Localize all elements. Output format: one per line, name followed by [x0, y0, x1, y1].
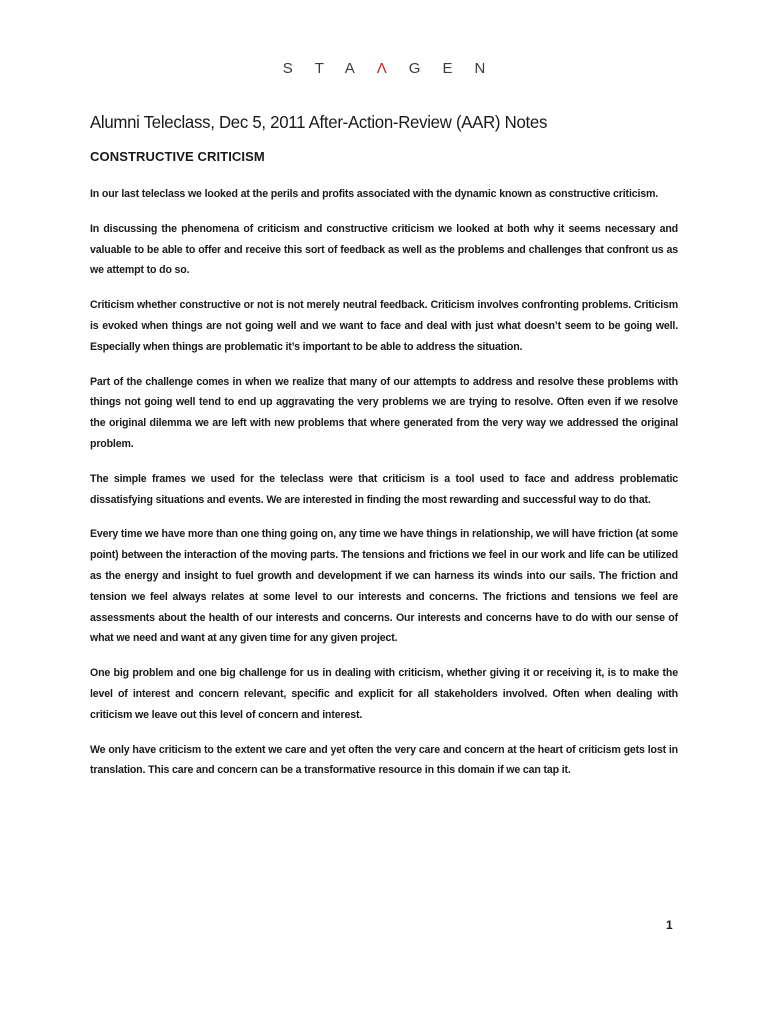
paragraph-5: The simple frames we used for the teleclass were that criticism is a tool used to face and address problematic dissatisfying situations and events. We are interested in finding the most rewarding and successful way to do that.	[90, 472, 678, 506]
paragraph-3: Criticism whether constructive or not is not merely neutral feedback. Criticism involves confronting problems. Criticism is evoked when things are not going well and we want to face and deal with just what doesn’t seem to be going well. Especially when things are problematic it’s important to be able to address the situation.	[90, 299, 678, 353]
paragraph-6: Every time we have more than one thing going on, any time we have things in relationship, we will have friction (at some point) between the interaction of the moving parts. The tensions and frictions we feel in our work and life can be utilized as the energy and insight to fuel growth and development if we can harness its winds into our sails. The friction and tension we feel always relates at some level to our interests and concerns. The frictions and tensions we feel are assessments about the health of our interests and concerns. Our interests and concerns have to do with our sense of what we need and want at any given time for any given project.	[90, 528, 678, 645]
paragraph-4: Part of the challenge comes in when we realize that many of our attempts to address and resolve these problems with things not going well tend to end up aggravating the very problems we are trying to resolve. Often even if we resolve the original dilemma we are left with new problems that where generated from the very way we addressed the original problem.	[90, 375, 678, 450]
logo-text-pre: STA	[282, 60, 377, 77]
logo-text-post: GEN	[408, 60, 508, 77]
document-title: Alumni Teleclass, Dec 5, 2011 After-Action-Review (AAR) Notes	[90, 112, 548, 132]
page-number: 1	[666, 918, 673, 932]
document-body	[90, 112, 678, 795]
stagen-logo	[0, 60, 768, 77]
paragraph-8: We only have criticism to the extent we care and yet often the very care and concern at the heart of criticism gets lost in translation. This care and concern can be a transformative resource in this domain if we can tap it.	[90, 743, 678, 777]
section-heading: CONSTRUCTIVE CRITICISM	[90, 149, 265, 164]
paragraph-7: One big problem and one big challenge for us in dealing with criticism, whether giving it or receiving it, is to make the level of interest and concern relevant, specific and explicit for all stakeholders involved. Often when dealing with criticism we leave out this level of concern and interest.	[90, 667, 678, 721]
paragraph-1: In our last teleclass we looked at the perils and profits associated with the dynamic known as constructive criticism.	[90, 188, 659, 200]
logo-accent-glyph: Λ	[376, 60, 409, 77]
paragraph-2: In discussing the phenomena of criticism and constructive criticism we looked at both why it seems necessary and valuable to be able to offer and receive this sort of feedback as well as the problems and challenges that confront us as we attempt to do so.	[90, 222, 678, 277]
